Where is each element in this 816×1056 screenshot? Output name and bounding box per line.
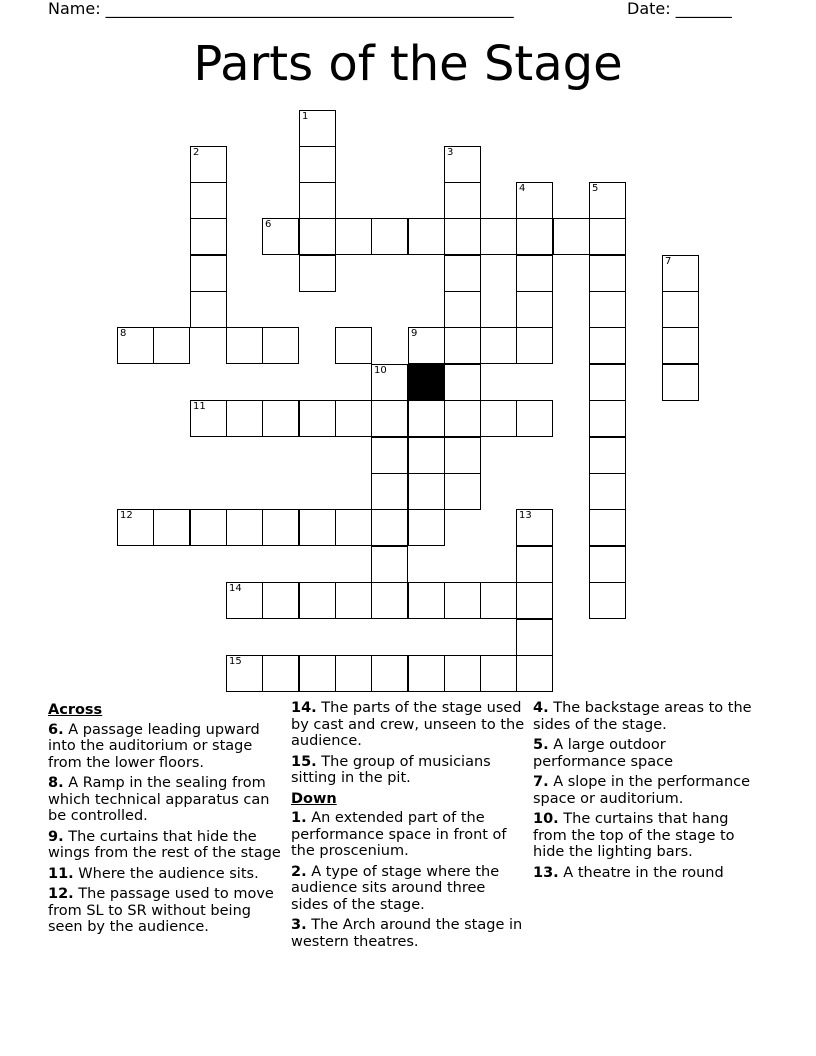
crossword-cell[interactable]	[444, 218, 481, 255]
crossword-cell[interactable]	[190, 146, 227, 183]
date-field[interactable]: Date: _______	[627, 0, 732, 18]
crossword-cell[interactable]	[299, 400, 336, 437]
crossword-cell[interactable]	[408, 655, 445, 692]
cell-number: 6	[265, 219, 272, 230]
crossword-cell[interactable]	[262, 400, 299, 437]
crossword-cell[interactable]	[589, 546, 626, 583]
name-field[interactable]: Name: ___________________________________________________	[48, 0, 514, 18]
clues-column-3	[533, 700, 763, 885]
crossword-cell[interactable]	[516, 509, 553, 546]
crossword-cell[interactable]	[408, 473, 445, 510]
crossword-cell[interactable]	[226, 655, 263, 692]
crossword-cell[interactable]	[589, 400, 626, 437]
crossword-cell[interactable]	[589, 291, 626, 328]
crossword-cell[interactable]	[408, 400, 445, 437]
crossword-cell[interactable]	[299, 218, 336, 255]
crossword-cell[interactable]	[226, 582, 263, 619]
crossword-cell[interactable]	[480, 655, 517, 692]
crossword-cell[interactable]	[444, 473, 481, 510]
crossword-cell[interactable]	[444, 255, 481, 292]
crossword-cell[interactable]	[589, 582, 626, 619]
crossword-cell[interactable]	[335, 400, 372, 437]
cell-number: 2	[193, 147, 200, 158]
clue-down-10: 10. The curtains that hang from the top of the stage to hide the lighting bars.	[533, 811, 735, 860]
clue-down-13: 13. A theatre in the round	[533, 864, 724, 881]
crossword-cell[interactable]	[371, 582, 408, 619]
crossword-cell[interactable]	[371, 655, 408, 692]
crossword-cell[interactable]	[444, 182, 481, 219]
crossword-cell[interactable]	[226, 400, 263, 437]
crossword-cell[interactable]	[444, 437, 481, 474]
crossword-cell[interactable]	[516, 655, 553, 692]
crossword-cell[interactable]	[444, 291, 481, 328]
crossword-cell[interactable]	[226, 509, 263, 546]
crossword-cell[interactable]	[662, 327, 699, 364]
cell-number: 3	[447, 147, 454, 158]
crossword-cell[interactable]	[299, 182, 336, 219]
cell-number: 4	[519, 183, 526, 194]
crossword-cell[interactable]	[589, 255, 626, 292]
down-heading: Down	[291, 790, 337, 807]
cell-number: 1	[302, 111, 309, 122]
crossword-cell[interactable]	[190, 255, 227, 292]
crossword-cell[interactable]	[444, 146, 481, 183]
crossword-cell[interactable]	[480, 582, 517, 619]
crossword-cell[interactable]	[299, 255, 336, 292]
clue-down-1: 1. An extended part of the performance space in front of the proscenium.	[291, 810, 507, 859]
cell-number: 11	[193, 401, 206, 412]
cell-number: 8	[120, 328, 127, 339]
crossword-cell[interactable]	[516, 218, 553, 255]
crossword-cell[interactable]	[117, 509, 154, 546]
cell-number: 13	[519, 510, 532, 521]
crossword-cell[interactable]	[371, 218, 408, 255]
crossword-cell[interactable]	[117, 327, 154, 364]
cell-number: 15	[229, 656, 242, 667]
clue-down-4: 4. The backstage areas to the sides of the stage.	[533, 700, 752, 733]
crossword-cell[interactable]	[190, 400, 227, 437]
crossword-cell[interactable]	[226, 327, 263, 364]
crossword-cell[interactable]	[589, 364, 626, 401]
crossword-cell[interactable]	[335, 509, 372, 546]
crossword-cell[interactable]	[371, 437, 408, 474]
crossword-cell[interactable]	[335, 327, 372, 364]
across-heading: Across	[48, 702, 103, 718]
crossword-cell[interactable]	[589, 473, 626, 510]
clue-across-15: 15. The group of musicians sitting in the pit.	[291, 753, 491, 786]
crossword-cell[interactable]	[262, 218, 299, 255]
crossword-cell[interactable]	[480, 327, 517, 364]
clues-column-2	[291, 700, 526, 954]
crossword-cell[interactable]	[190, 182, 227, 219]
crossword-cell[interactable]	[480, 218, 517, 255]
crossword-cell[interactable]	[408, 509, 445, 546]
clues-column-1	[48, 700, 283, 940]
crossword-cell[interactable]	[299, 110, 336, 147]
crossword-cell[interactable]	[262, 509, 299, 546]
clue-across-12: 12. The passage used to move from SL to SR without being seen by the audience.	[48, 886, 274, 935]
crossword-cell[interactable]	[190, 291, 227, 328]
crossword-cell[interactable]	[516, 582, 553, 619]
crossword-cell[interactable]	[262, 327, 299, 364]
blocked-cell	[408, 364, 445, 401]
crossword-cell[interactable]	[190, 509, 227, 546]
crossword-cell[interactable]	[444, 327, 481, 364]
cell-number: 10	[374, 365, 387, 376]
crossword-cell[interactable]	[262, 582, 299, 619]
crossword-cell[interactable]	[589, 509, 626, 546]
crossword-cell[interactable]	[516, 546, 553, 583]
cell-number: 7	[665, 256, 672, 267]
page-title: Parts of the Stage	[193, 36, 623, 92]
clue-down-2: 2. A type of stage where the audience sits around three sides of the stage.	[291, 863, 500, 913]
crossword-cell[interactable]	[516, 255, 553, 292]
crossword-cell[interactable]	[516, 400, 553, 437]
crossword-cell[interactable]	[371, 509, 408, 546]
crossword-cell[interactable]	[516, 619, 553, 656]
crossword-cell[interactable]	[662, 255, 699, 292]
crossword-cell[interactable]	[335, 582, 372, 619]
crossword-cell[interactable]	[335, 218, 372, 255]
crossword-cell[interactable]	[190, 218, 227, 255]
crossword-cell[interactable]	[408, 437, 445, 474]
crossword-cell[interactable]	[335, 655, 372, 692]
crossword-cell[interactable]	[662, 364, 699, 401]
cell-number: 5	[592, 183, 599, 194]
crossword-cell[interactable]	[516, 327, 553, 364]
crossword-cell[interactable]	[516, 291, 553, 328]
clue-down-5: 5. A large outdoor performance space	[533, 737, 674, 770]
crossword-cell[interactable]	[153, 327, 190, 364]
crossword-cell[interactable]	[662, 291, 699, 328]
crossword-cell[interactable]	[299, 146, 336, 183]
clue-across-8: 8. A Ramp in the sealing from which technical apparatus can be controlled.	[48, 775, 270, 824]
cell-number: 12	[120, 510, 133, 521]
crossword-cell[interactable]	[153, 509, 190, 546]
crossword-cell[interactable]	[589, 182, 626, 219]
crossword-cell[interactable]	[371, 364, 408, 401]
crossword-cell[interactable]	[589, 327, 626, 364]
crossword-cell[interactable]	[480, 400, 517, 437]
crossword-cell[interactable]	[444, 582, 481, 619]
crossword-cell[interactable]	[444, 655, 481, 692]
crossword-cell[interactable]	[408, 582, 445, 619]
crossword-cell[interactable]	[371, 473, 408, 510]
crossword-cell[interactable]	[262, 655, 299, 692]
clue-across-11: 11. Where the audience sits.	[48, 865, 259, 882]
crossword-cell[interactable]	[589, 218, 626, 255]
clue-down-7: 7. A slope in the performance space or auditorium.	[533, 774, 751, 807]
crossword-cell[interactable]	[444, 400, 481, 437]
crossword-cell[interactable]	[444, 364, 481, 401]
cell-number: 9	[411, 328, 418, 339]
clue-across-14: 14. The parts of the stage used by cast and crew, unseen to the audience.	[291, 700, 525, 749]
clue-across-6: 6. A passage leading upward into the auditorium or stage from the lower floors.	[48, 721, 260, 771]
clue-down-3: 3. The Arch around the stage in western theatres.	[291, 917, 523, 950]
crossword-cell[interactable]	[516, 182, 553, 219]
crossword-cell[interactable]	[299, 655, 336, 692]
cell-number: 14	[229, 583, 242, 594]
crossword-cell[interactable]	[553, 218, 590, 255]
crossword-cell[interactable]	[299, 582, 336, 619]
crossword-cell[interactable]	[371, 546, 408, 583]
crossword-cell[interactable]	[371, 400, 408, 437]
crossword-cell[interactable]	[408, 218, 445, 255]
clue-across-9: 9. The curtains that hide the wings from the rest of the stage	[48, 828, 281, 861]
crossword-cell[interactable]	[408, 327, 445, 364]
crossword-cell[interactable]	[589, 437, 626, 474]
crossword-cell[interactable]	[299, 509, 336, 546]
